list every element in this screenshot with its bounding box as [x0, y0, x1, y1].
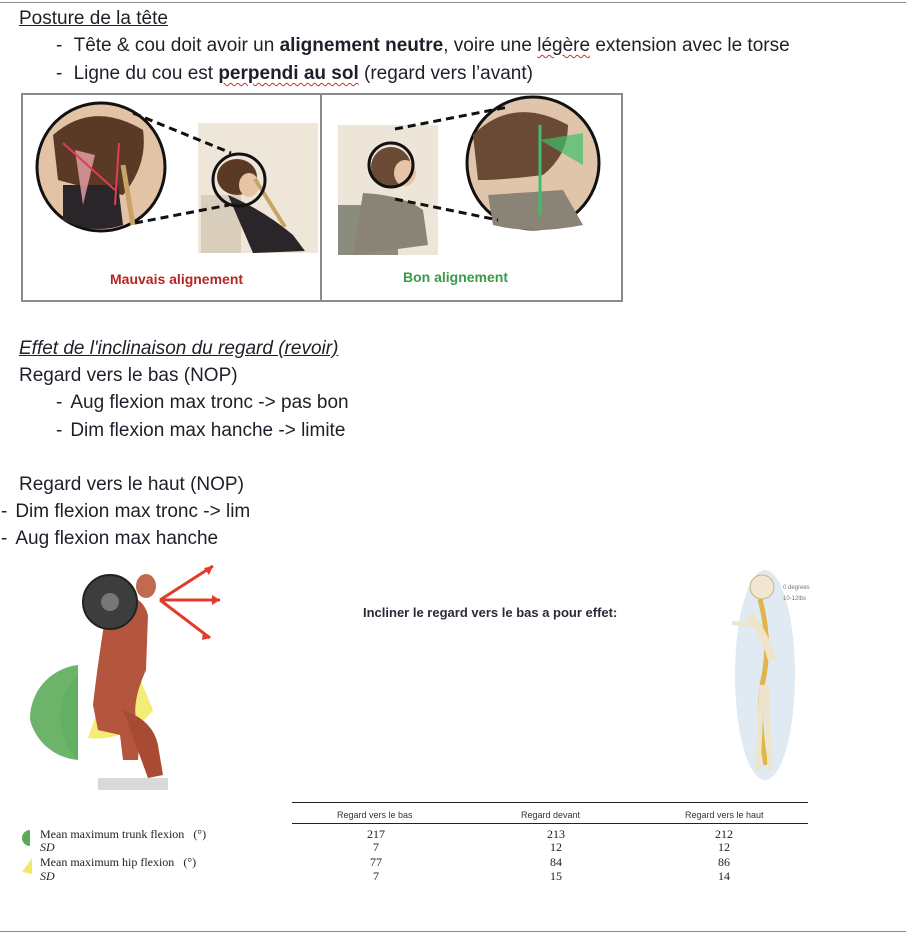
row-label-text: Mean maximum trunk flexion	[40, 827, 185, 841]
table-cell: 212	[715, 827, 733, 841]
table-cell: 213	[547, 827, 565, 841]
gaze-down-heading: Regard vers le bas (NOP)	[19, 365, 238, 386]
gaze-down-item-1	[56, 391, 349, 415]
table-top-rule	[292, 802, 808, 803]
table-cell: 12	[550, 840, 562, 854]
bullet-neck-perpendicular	[56, 62, 533, 86]
table-row-label: SD	[40, 840, 55, 854]
head-posture-title-text: Posture de la tête	[19, 8, 168, 29]
bullet-text: Aug flexion max tronc -> pas bon	[70, 392, 349, 413]
table-header-up: Regard vers le haut	[685, 810, 764, 820]
table-cell: 77	[370, 855, 382, 869]
table-row-label	[40, 828, 206, 841]
table-cell: 217	[367, 827, 385, 841]
table-cell: 15	[550, 869, 562, 883]
bad-alignment-panel	[37, 103, 318, 253]
bullet-text: Tête & cou doit avoir un	[73, 35, 280, 56]
bullet-text: Aug flexion max hanche	[15, 528, 219, 549]
bullet-dash: -	[56, 392, 63, 413]
table-cell: 12	[718, 840, 730, 854]
bullet-dash: -	[1, 501, 8, 522]
table-cell: 7	[373, 869, 379, 883]
bullet-dash: -	[56, 420, 63, 441]
bullet-neutral-alignment	[56, 34, 790, 58]
table-cell: 14	[718, 869, 730, 883]
section-title-gaze-effect	[19, 337, 338, 361]
row-unit-text: (°)	[183, 855, 197, 869]
table-header-front: Regard devant	[521, 810, 581, 820]
skeleton-label-weight: 10-12lbs	[783, 596, 807, 602]
bullet-dash: -	[56, 35, 63, 56]
gaze-effect-title-text: Effet de l'inclinaison du regard (revoir)	[19, 338, 339, 359]
gaze-up-heading: Regard vers le haut (NOP)	[19, 474, 244, 495]
bullet-text: Ligne du cou est	[73, 63, 219, 84]
bullet-bold-text: perpendi au sol	[218, 63, 359, 84]
table-row-label	[40, 856, 196, 869]
trunk-marker-icon	[22, 830, 30, 846]
bad-alignment-caption: Mauvais alignement	[110, 271, 244, 287]
hip-marker-icon	[22, 858, 32, 874]
squat-illustration	[28, 560, 228, 800]
row-label-text: Mean maximum hip flexion	[40, 855, 175, 869]
table-cell: 84	[550, 855, 562, 869]
section-title-head-posture	[19, 7, 168, 31]
bullet-text: Dim flexion max tronc -> lim	[15, 501, 251, 522]
table-row-markers	[18, 826, 38, 880]
bullet-text: , voire une	[443, 35, 538, 56]
bullet-dash: -	[1, 528, 8, 549]
bullet-dash: -	[56, 63, 63, 84]
gaze-effect-caption: Incliner le regard vers le bas a pour effet:	[363, 605, 618, 620]
bullet-text: (regard vers l’avant)	[358, 63, 533, 84]
gaze-up-item-1	[1, 500, 250, 524]
alignment-illustration	[23, 95, 621, 300]
table-cell: 86	[718, 855, 730, 869]
table-header-rule	[292, 823, 808, 824]
spellcheck-word: légère	[537, 35, 591, 56]
table-header-down: Regard vers le bas	[337, 810, 413, 820]
skeleton-label-degrees: 0 degrees	[783, 585, 810, 591]
table-row-label: SD	[40, 869, 55, 883]
bottom-rule	[0, 931, 906, 932]
bullet-text: extension avec le torse	[590, 35, 790, 56]
table-cell: 7	[373, 840, 379, 854]
good-alignment-panel	[338, 97, 599, 255]
bullet-bold-text: alignement neutre	[279, 35, 444, 56]
gaze-down-item-2	[56, 419, 345, 443]
top-rule	[0, 2, 906, 3]
row-unit-text: (°)	[193, 827, 207, 841]
bullet-text: Dim flexion max hanche -> limite	[70, 420, 346, 441]
good-alignment-caption: Bon alignement	[403, 269, 509, 285]
gaze-up-item-2	[1, 527, 218, 551]
